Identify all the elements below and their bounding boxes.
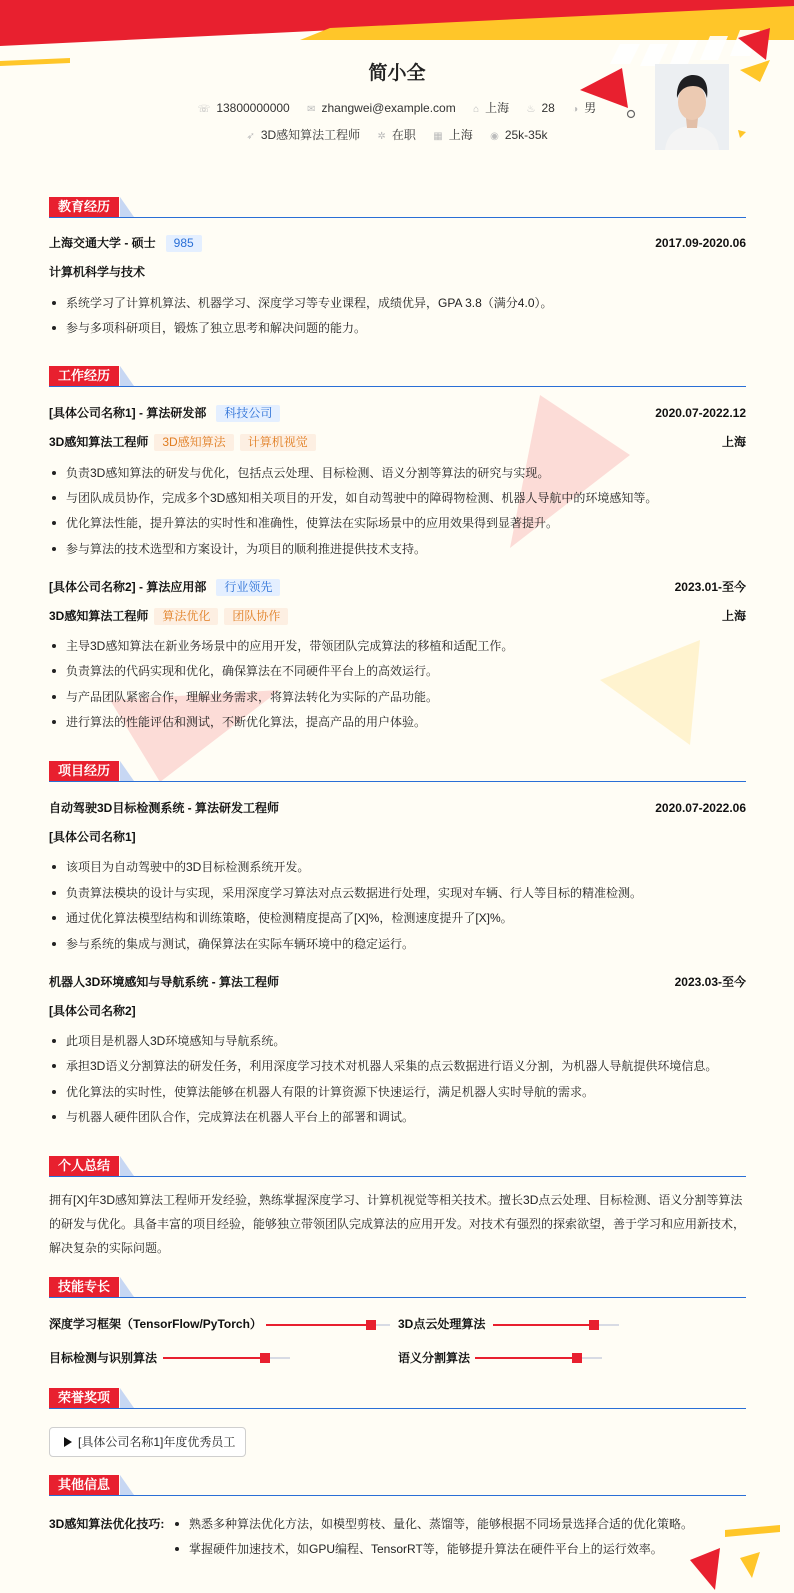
cake-icon: ♨ xyxy=(526,104,536,115)
jobtitle-item xyxy=(246,126,360,143)
phone-text: 13800000000 xyxy=(216,101,290,115)
jobtitle-text: 3D感知算法工程师 xyxy=(260,128,361,142)
project-date: 2023.03-至今 xyxy=(674,975,746,989)
project-date: 2020.07-2022.06 xyxy=(655,801,746,815)
award-item[interactable] xyxy=(49,1427,246,1457)
skill-label: 目标检测与识别算法 xyxy=(49,1351,158,1365)
education-date: 2017.09-2020.06 xyxy=(655,236,746,250)
education-title: 教育经历 xyxy=(49,197,119,217)
gender-item xyxy=(572,99,596,116)
work-title: 工作经历 xyxy=(49,366,119,386)
list-item: 参与多项科研项目，锻炼了独立思考和解决问题的能力。 xyxy=(49,319,746,337)
send-icon: ➶ xyxy=(246,131,255,142)
skill-bar xyxy=(163,1357,290,1359)
job-location: 上海 xyxy=(721,609,746,623)
school-name: 上海交通大学 - 硕士 xyxy=(49,236,156,250)
email-item xyxy=(307,101,456,115)
school-badge: 985 xyxy=(166,235,202,252)
skill-label: 语义分割算法 xyxy=(398,1351,471,1365)
city-text: 上海 xyxy=(448,128,473,142)
project-company: [具体公司名称1] xyxy=(49,830,136,844)
skills-section-header xyxy=(49,1276,746,1298)
job-location: 上海 xyxy=(721,435,746,449)
status-text: 在职 xyxy=(391,128,416,142)
list-item: 优化算法性能，提升算法的实时性和准确性，使算法在实际场景中的应用效果得到显著提升。 xyxy=(49,514,746,532)
job-header-row xyxy=(49,404,746,422)
list-item: 与机器人硬件团队合作，完成算法在机器人平台上的部署和调试。 xyxy=(49,1108,746,1126)
list-item: 参与算法的技术选型和方案设计，为项目的顺利推进提供技术支持。 xyxy=(49,540,746,558)
gear-icon: ✲ xyxy=(377,131,386,142)
job-tag: 团队协作 xyxy=(224,608,288,625)
awards-section-header xyxy=(49,1387,746,1409)
job-header-row xyxy=(49,578,746,596)
play-icon xyxy=(64,1437,72,1447)
award-text: [具体公司名称1]年度优秀员工 xyxy=(78,1435,236,1449)
other-section-header xyxy=(49,1474,746,1496)
project-name: 机器人3D环境感知与导航系统 - 算法工程师 xyxy=(49,975,280,989)
list-item: 承担3D语义分割算法的研发任务，利用深度学习技术对机器人采集的点云数据进行语义分割，为机器人导航提供环境信息。 xyxy=(49,1057,746,1075)
project-header-row xyxy=(49,973,746,991)
job-role: 3D感知算法工程师 xyxy=(49,435,149,449)
profile-photo xyxy=(655,64,729,150)
major-row xyxy=(49,263,746,281)
coin-icon: ◉ xyxy=(490,131,499,142)
list-item: 主导3D感知算法在新业务场景中的应用开发，带领团队完成算法的移植和适配工作。 xyxy=(49,637,746,655)
job-tag: 3D感知算法 xyxy=(154,434,233,451)
education-row xyxy=(49,234,746,252)
location-text: 上海 xyxy=(485,101,510,115)
status-item xyxy=(378,126,416,143)
list-item: 优化算法的实时性，使算法能够在机器人有限的计算资源下快速运行，满足机器人实时导航的需求。 xyxy=(49,1083,746,1101)
skill-bar xyxy=(266,1324,390,1326)
skill-bar xyxy=(493,1324,619,1326)
phone-item xyxy=(198,101,290,115)
gender-text: 男 xyxy=(584,101,597,115)
other-label: 3D感知算法优化技巧: xyxy=(49,1517,165,1531)
job-tag: 计算机视觉 xyxy=(240,434,316,451)
work-section-header xyxy=(49,365,746,387)
project-name: 自动驾驶3D目标检测系统 - 算法研发工程师 xyxy=(49,801,280,815)
summary-title: 个人总结 xyxy=(49,1156,119,1176)
company-badge: 科技公司 xyxy=(216,405,280,422)
summary-text: 拥有[X]年3D感知算法工程师开发经验，熟练掌握深度学习、计算机视觉等相关技术。擅长3D点云处理、目标检测、语义分割等算法的研发与优化。具备丰富的项目经验，能够独立带领团队完成算法的应用开发。对技术有强烈的探索欲望，善于学习和应用新技术，解决复杂的实际问题。 xyxy=(49,1193,746,1255)
education-section-header xyxy=(49,196,746,218)
candidate-name: 简小全 xyxy=(368,63,426,84)
other-title: 其他信息 xyxy=(49,1475,119,1495)
skill-label: 深度学习框架（TensorFlow/PyTorch） xyxy=(49,1317,262,1331)
home-icon: ⌂ xyxy=(473,104,480,115)
list-item: 通过优化算法模型结构和训练策略，使检测精度提高了[X]%，检测速度提升了[X]%。 xyxy=(49,909,746,927)
list-item: 该项目为自动驾驶中的3D目标检测系统开发。 xyxy=(49,858,746,876)
company-name: [具体公司名称1] - 算法研发部 xyxy=(49,406,207,420)
building-icon: ▦ xyxy=(433,131,443,142)
list-item: 负责3D感知算法的研发与优化，包括点云处理、目标检测、语义分割等算法的研究与实现。 xyxy=(49,464,746,482)
company-badge: 行业领先 xyxy=(216,579,280,596)
summary-section-header xyxy=(49,1155,746,1177)
skills-title: 技能专长 xyxy=(49,1277,119,1297)
project-header-row xyxy=(49,799,746,817)
company-name: [具体公司名称2] - 算法应用部 xyxy=(49,580,207,594)
projects-section-header xyxy=(49,760,746,782)
avatar-illustration xyxy=(655,64,729,150)
major-name: 计算机科学与技术 xyxy=(49,265,146,279)
job-tag: 算法优化 xyxy=(154,608,218,625)
list-item: 进行算法的性能评估和测试，不断优化算法，提高产品的用户体验。 xyxy=(49,713,746,731)
job-date: 2023.01-至今 xyxy=(674,580,746,594)
email-text: zhangwei@example.com xyxy=(321,101,456,115)
list-item: 系统学习了计算机算法、机器学习、深度学习等专业课程，成绩优异，GPA 3.8（满分4.0）。 xyxy=(49,294,746,312)
list-item: 负责算法模块的设计与实现，采用深度学习算法对点云数据进行处理，实现对车辆、行人等目标的精准检测。 xyxy=(49,884,746,902)
age-text: 28 xyxy=(541,101,555,115)
mail-icon: ✉ xyxy=(307,104,316,115)
skill-bar xyxy=(475,1357,602,1359)
list-item: 负责算法的代码实现和优化，确保算法在不同硬件平台上的高效运行。 xyxy=(49,662,746,680)
list-item: 此项目是机器人3D环境感知与导航系统。 xyxy=(49,1032,746,1050)
location-item xyxy=(473,99,509,116)
phone-icon: ☏ xyxy=(197,104,211,115)
list-item: 熟悉多种算法优化方法，如模型剪枝、量化、蒸馏等，能够根据不同场景选择合适的优化策略。 xyxy=(172,1515,732,1533)
job-role: 3D感知算法工程师 xyxy=(49,609,149,623)
job-role-row xyxy=(49,433,746,451)
gender-icon: ◑ xyxy=(572,104,579,115)
salary-text: 25k-35k xyxy=(504,128,548,142)
project-company-row xyxy=(49,828,746,846)
awards-title: 荣誉奖项 xyxy=(49,1388,119,1408)
city-item xyxy=(433,126,472,143)
project-company-row xyxy=(49,1002,746,1020)
projects-title: 项目经历 xyxy=(49,761,119,781)
list-item: 掌握硬件加速技术，如GPU编程、TensorRT等，能够提升算法在硬件平台上的运行效率。 xyxy=(172,1540,732,1558)
salary-item xyxy=(490,128,547,142)
project-company: [具体公司名称2] xyxy=(49,1004,136,1018)
list-item: 与产品团队紧密合作，理解业务需求，将算法转化为实际的产品功能。 xyxy=(49,688,746,706)
job-date: 2020.07-2022.12 xyxy=(655,406,746,420)
list-item: 参与系统的集成与测试，确保算法在实际车辆环境中的稳定运行。 xyxy=(49,935,746,953)
age-item xyxy=(526,101,554,115)
job-role-row xyxy=(49,607,746,625)
list-item: 与团队成员协作，完成多个3D感知相关项目的开发，如自动驾驶中的障碍物检测、机器人导航中的环境感知等。 xyxy=(49,489,746,507)
skill-label: 3D点云处理算法 xyxy=(398,1317,486,1331)
